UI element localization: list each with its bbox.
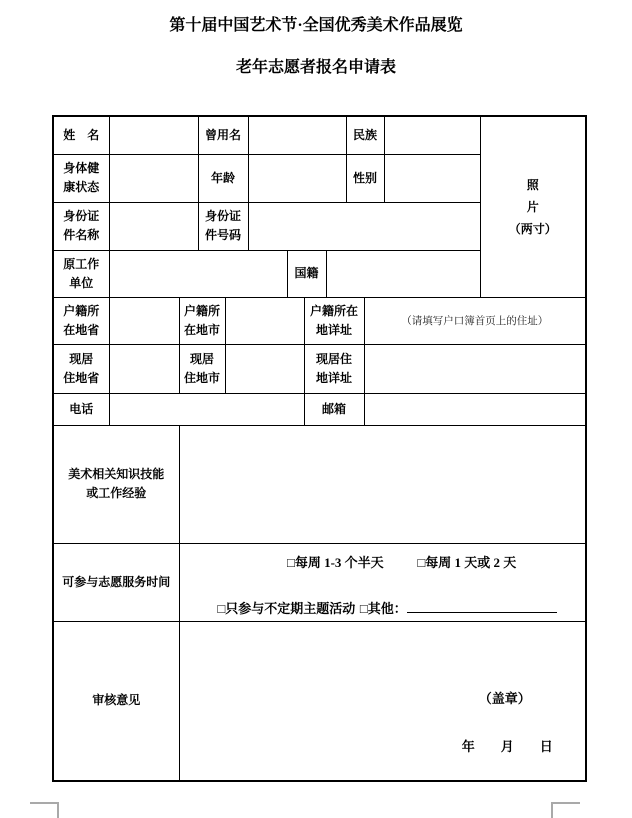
email-label: 邮箱 (304, 393, 364, 425)
row-art-skills (53, 425, 586, 543)
name-label: 姓 名 (53, 116, 109, 154)
residence-province-field[interactable] (109, 344, 179, 393)
document-title: 第十届中国艺术节·全国优秀美术作品展览 (169, 17, 463, 34)
review-field[interactable] (179, 621, 586, 781)
phone-label: 电话 (53, 393, 109, 425)
id-type-field[interactable] (109, 202, 198, 250)
health-label: 身体健 康状态 (53, 154, 109, 202)
hukou-address-label: 户籍所在 地详址 (304, 297, 364, 344)
former-name-label: 曾用名 (198, 116, 248, 154)
hukou-city-label: 户籍所 在地市 (179, 297, 225, 344)
options-line-2 (185, 599, 586, 617)
hukou-address-note: （请填写户口簿首页上的住址） (401, 315, 549, 327)
gender-label: 性别 (346, 154, 384, 202)
residence-city-label: 现居 住地市 (179, 344, 225, 393)
volunteer-time-label: 可参与志愿服务时间 (53, 543, 179, 621)
row-contact (53, 393, 586, 425)
name-field[interactable] (109, 116, 198, 154)
seal-text: （盖章） (478, 691, 531, 707)
phone-field[interactable] (109, 393, 304, 425)
option-irregular-activities[interactable]: □只参与不定期主题活动 (217, 601, 356, 616)
option-other[interactable]: □其他： (359, 601, 407, 616)
row-residence (53, 344, 586, 393)
date-text: 年 月 日 (461, 739, 553, 755)
id-number-field[interactable] (248, 202, 480, 250)
checkbox-icon[interactable]: □ (359, 601, 368, 616)
volunteer-time-options (179, 543, 586, 621)
ethnicity-field[interactable] (384, 116, 480, 154)
residence-address-field[interactable] (364, 344, 586, 393)
page-margin-mark-left (30, 802, 59, 818)
art-skills-label: 美术相关知识技能 或工作经验 (53, 425, 179, 543)
ethnicity-label: 民族 (346, 116, 384, 154)
art-skills-field[interactable] (179, 425, 586, 543)
checkbox-icon[interactable]: □ (417, 555, 426, 570)
application-form-table (52, 115, 587, 782)
age-field[interactable] (248, 154, 346, 202)
email-field[interactable] (364, 393, 586, 425)
photo-cell[interactable]: 照 片 （两寸） (480, 116, 586, 297)
row-volunteer-time (53, 543, 586, 621)
checkbox-icon[interactable]: □ (217, 601, 226, 616)
gender-field[interactable] (384, 154, 480, 202)
hukou-province-field[interactable] (109, 297, 179, 344)
review-label: 审核意见 (53, 621, 179, 781)
row-name (53, 116, 586, 154)
option-weekly-1-2-days[interactable]: □每周 1 天或 2 天 (417, 555, 517, 570)
age-label: 年龄 (198, 154, 248, 202)
hukou-address-field[interactable] (364, 297, 586, 344)
other-fill-line[interactable] (407, 599, 557, 613)
option-weekly-half-days[interactable]: □每周 1-3 个半天 (286, 555, 384, 570)
document-subtitle: 老年志愿者报名申请表 (235, 59, 396, 76)
row-review (53, 621, 586, 781)
checkbox-icon[interactable]: □ (286, 555, 295, 570)
health-field[interactable] (109, 154, 198, 202)
former-work-field[interactable] (109, 250, 287, 297)
residence-address-label: 现居住 地详址 (304, 344, 364, 393)
hukou-city-field[interactable] (225, 297, 304, 344)
options-line-1 (185, 554, 586, 571)
residence-province-label: 现居 住地省 (53, 344, 109, 393)
former-work-label: 原工作 单位 (53, 250, 109, 297)
row-hukou (53, 297, 586, 344)
id-type-label: 身份证 件名称 (53, 202, 109, 250)
page-margin-mark-right (551, 802, 580, 818)
nationality-field[interactable] (326, 250, 480, 297)
residence-city-field[interactable] (225, 344, 304, 393)
former-name-field[interactable] (248, 116, 346, 154)
nationality-label: 国籍 (287, 250, 326, 297)
hukou-province-label: 户籍所 在地省 (53, 297, 109, 344)
id-number-label: 身份证 件号码 (198, 202, 248, 250)
